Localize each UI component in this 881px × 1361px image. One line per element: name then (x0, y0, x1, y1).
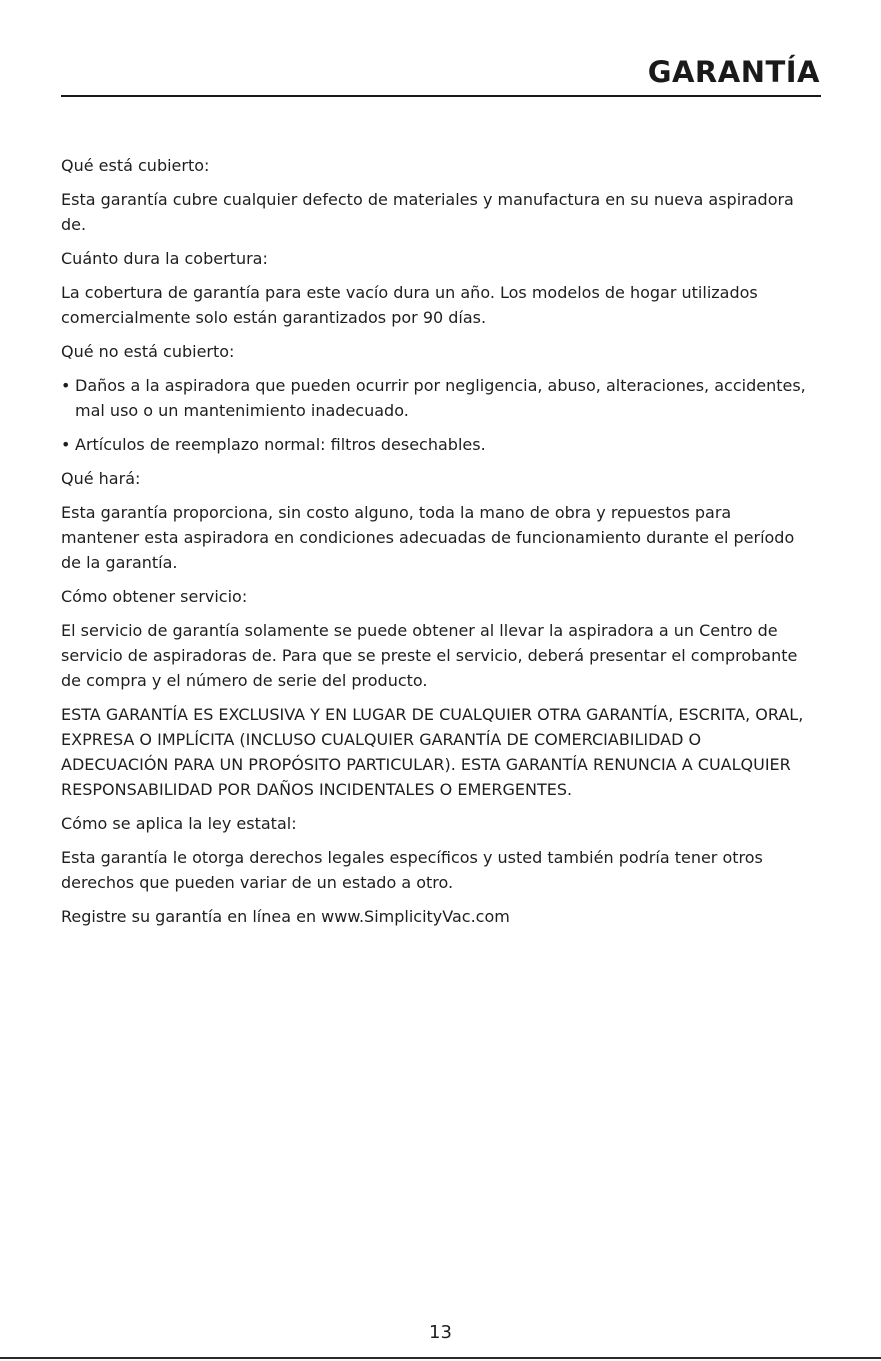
disclaimer-text: ESTA GARANTÍA ES EXCLUSIVA Y EN LUGAR DE CUALQUIER OTRA GARANTÍA, ESCRITA, ORAL, EXPRESA O IMPLÍCITA (INCLUSO CUALQUIER GARANTÍA DE COMERCIABILIDAD O ADECUACIÓN PARA UN PROPÓSITO PARTICULAR). ESTA GARANTÍA RENUNCIA A CUALQUIER RESPONSABILIDAD POR DAÑOS INCIDENTALES O EMERGENTES. (61, 705, 804, 799)
bullet-icon: • (61, 376, 71, 395)
state-law-heading: Cómo se aplica la ley estatal: (61, 814, 297, 833)
warranty-content (61, 153, 806, 938)
page-number: 13 (429, 1322, 452, 1343)
duration-heading: Cuánto dura la cobertura: (61, 249, 268, 268)
service-text: El servicio de garantía solamente se puede obtener al llevar la aspiradora a un Centro de servicio de aspiradoras de. Para que se preste el servicio, deberá presentar el comprobante de compra y el número de serie del producto. (61, 621, 798, 690)
what-it-does-text: Esta garantía proporciona, sin costo alguno, toda la mano de obra y repuestos para mantener esta aspiradora en condiciones adecuadas de funcionamiento durante el período de la garantía. (61, 503, 795, 572)
register-text: Registre su garantía en línea en www.SimplicityVac.com (61, 907, 510, 926)
not-covered-item-text: Artículos de reemplazo normal: filtros desechables. (75, 435, 486, 454)
state-law-text: Esta garantía le otorga derechos legales específicos y usted también podría tener otros derechos que pueden variar de un estado a otro. (61, 848, 763, 892)
service-heading: Cómo obtener servicio: (61, 587, 248, 606)
not-covered-item-text: Daños a la aspiradora que pueden ocurrir por negligencia, abuso, alteraciones, accidentes, mal uso o un mantenimiento inadecuado. (75, 376, 806, 420)
not-covered-item (61, 373, 806, 423)
covered-heading: Qué está cubierto: (61, 156, 210, 175)
bottom-divider (0, 1357, 881, 1359)
bullet-icon: • (61, 435, 71, 454)
covered-text: Esta garantía cubre cualquier defecto de materiales y manufactura en su nueva aspiradora de. (61, 190, 794, 234)
what-it-does-heading: Qué hará: (61, 469, 141, 488)
duration-text: La cobertura de garantía para este vacío dura un año. Los modelos de hogar utilizados comercialmente solo están garantizados por 90 días. (61, 283, 758, 327)
not-covered-item (61, 432, 806, 457)
title-divider (61, 95, 821, 97)
page-title: GARANTÍA (647, 55, 820, 89)
not-covered-heading: Qué no está cubierto: (61, 342, 235, 361)
